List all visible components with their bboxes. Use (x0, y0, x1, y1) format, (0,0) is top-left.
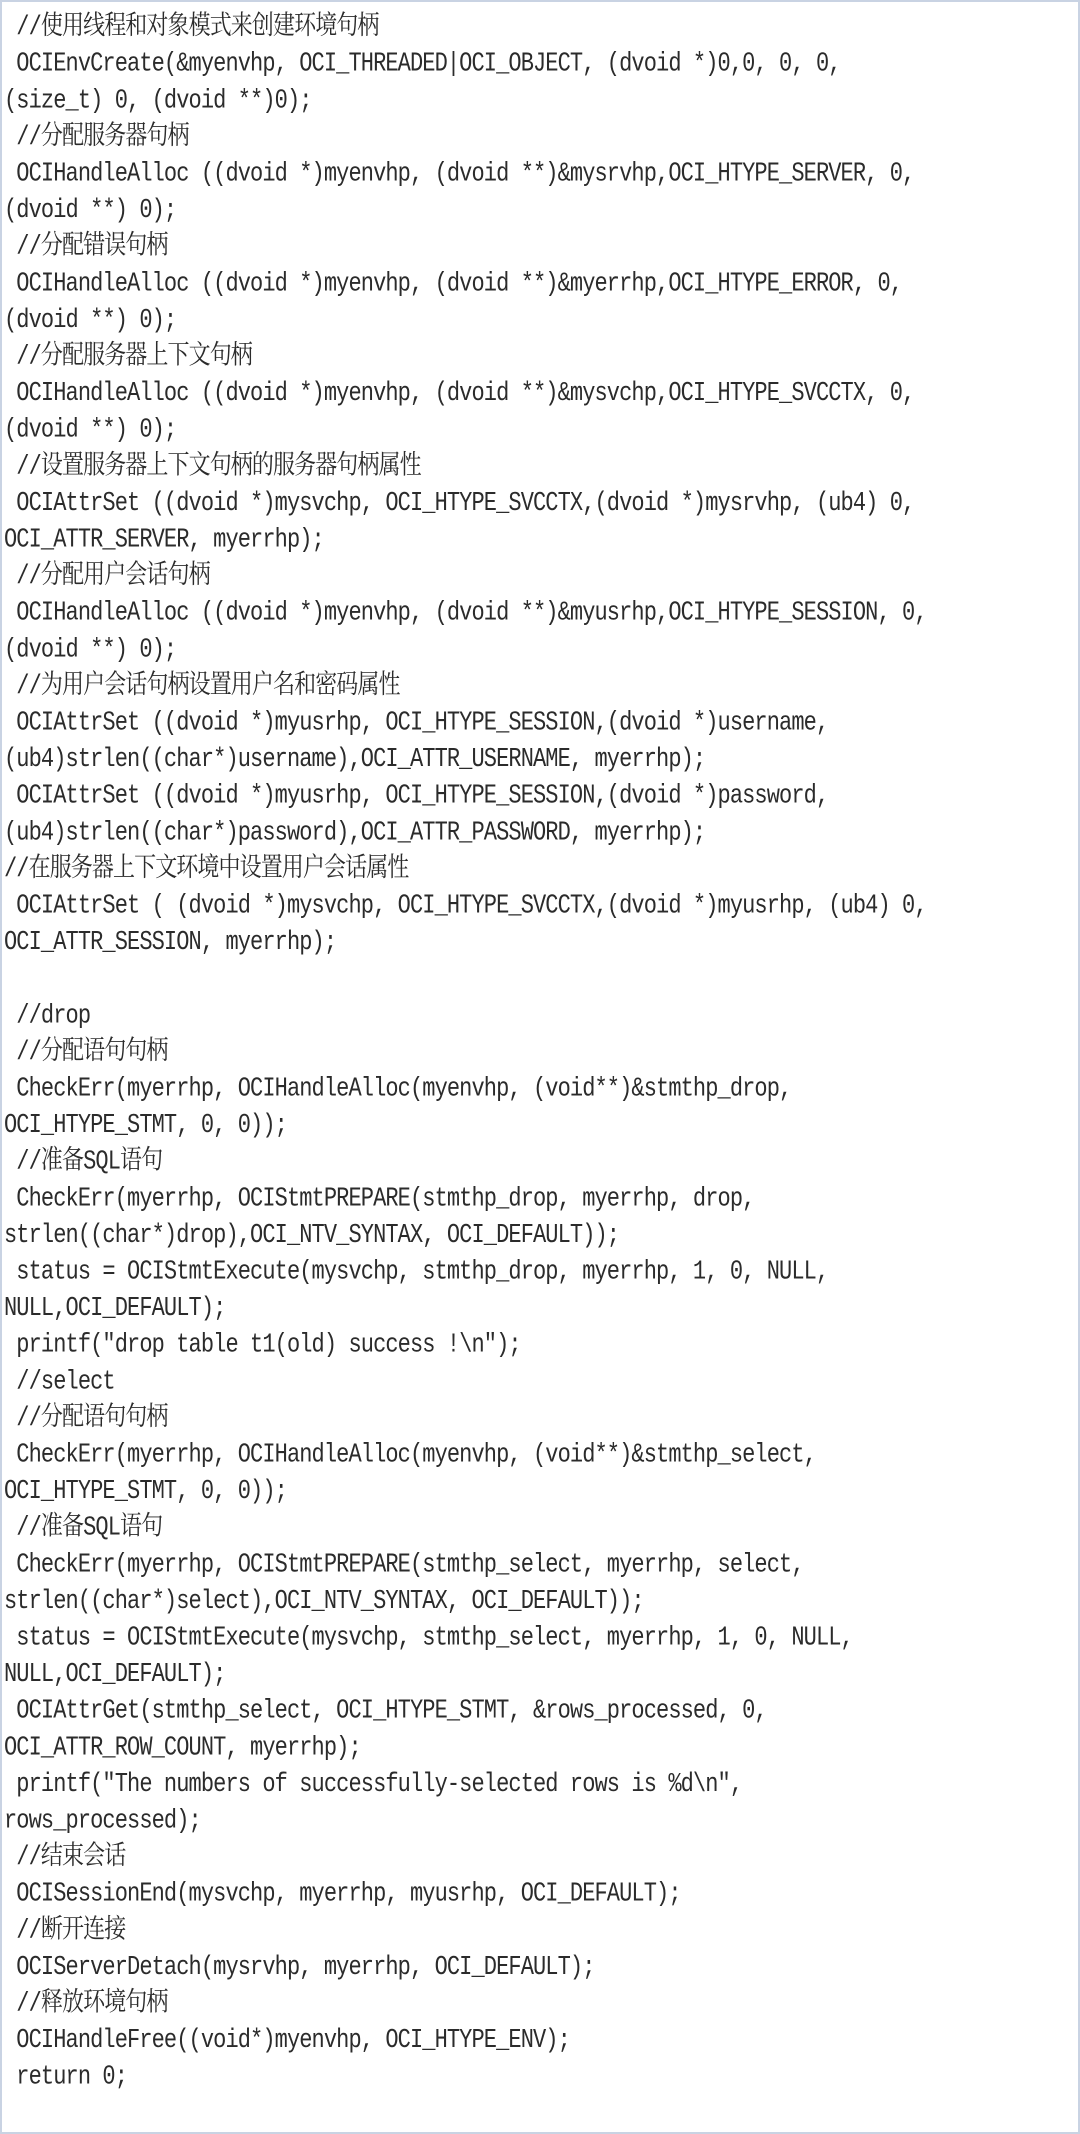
code-line: (dvoid **) 0); (4, 414, 177, 446)
code-line: (ub4)strlen((char*)password),OCI_ATTR_PASSWORD, myerrhp); (4, 817, 706, 848)
code-line: rows_processed); (4, 1805, 201, 1836)
code-line: //select (4, 1366, 115, 1397)
code-line: //为用户会话句柄设置用户名和密码属性 (4, 670, 400, 702)
code-line: strlen((char*)select),OCI_NTV_SYNTAX, OCI_DEFAULT)); (4, 1585, 644, 1617)
code-line: OCI_ATTR_SERVER, myerrhp); (4, 524, 324, 555)
code-line: OCIHandleAlloc ((dvoid *)myenvhp, (dvoid **)&myusrhp,OCI_HTYPE_SESSION, 0, (4, 597, 927, 629)
code-line: //使用线程和对象模式来创建环境句柄 (4, 12, 379, 43)
code-line: CheckErr(myerrhp, OCIStmtPREPARE(stmthp_select, myerrhp, select, (4, 1549, 804, 1580)
code-line: printf("The numbers of successfully-selected rows is %d\n", (4, 1768, 743, 1800)
code-line: //释放环境句柄 (4, 1988, 168, 2019)
code-line: //分配服务器句柄 (4, 121, 189, 153)
code-line: //断开连接 (4, 1915, 126, 1946)
code-line: //分配错误句柄 (4, 231, 168, 263)
code-line: OCI_ATTR_ROW_COUNT, myerrhp); (4, 1732, 361, 1763)
code-line: OCI_HTYPE_STMT, 0, 0)); (4, 1476, 287, 1507)
code-line: return 0; (4, 2061, 128, 2093)
code-line: OCISessionEnd(mysvchp, myerrhp, myusrhp, OCI_DEFAULT); (4, 1878, 681, 1910)
code-line: //分配用户会话句柄 (4, 561, 210, 592)
code-line: CheckErr(myerrhp, OCIStmtPREPARE(stmthp_drop, myerrhp, drop, (4, 1183, 755, 1214)
code-line: //设置服务器上下文句柄的服务器句柄属性 (4, 451, 421, 482)
code-line: //分配语句句柄 (4, 1402, 168, 1434)
code-line: NULL,OCI_DEFAULT); (4, 1293, 226, 1324)
code-line: CheckErr(myerrhp, OCIHandleAlloc(myenvhp, (void**)&stmthp_select, (4, 1439, 816, 1470)
code-line: (size_t) 0, (dvoid **)0); (4, 85, 312, 116)
code-line: OCIAttrSet ((dvoid *)mysvchp, OCI_HTYPE_SVCCTX,(dvoid *)mysrvhp, (ub4) 0, (4, 487, 915, 519)
code-line: status = OCIStmtExecute(mysvchp, stmthp_select, myerrhp, 1, 0, NULL, (4, 1622, 853, 1653)
code-line: OCI_HTYPE_STMT, 0, 0)); (4, 1110, 287, 1141)
code-line: NULL,OCI_DEFAULT); (4, 1659, 226, 1690)
code-line: //分配服务器上下文句柄 (4, 341, 252, 372)
code-line: OCI_ATTR_SESSION, myerrhp); (4, 927, 337, 958)
code-line: OCIHandleAlloc ((dvoid *)myenvhp, (dvoid **)&mysvchp,OCI_HTYPE_SVCCTX, 0, (4, 378, 915, 409)
code-line: OCIHandleAlloc ((dvoid *)myenvhp, (dvoid **)&mysrvhp,OCI_HTYPE_SERVER, 0, (4, 158, 915, 189)
code-line: OCIAttrGet(stmthp_select, OCI_HTYPE_STMT, &rows_processed, 0, (4, 1695, 767, 1727)
code-line: OCIEnvCreate(&myenvhp, OCI_THREADED|OCI_OBJECT, (dvoid *)0,0, 0, 0, (4, 48, 841, 80)
code-line: OCIAttrSet ( (dvoid *)mysvchp, OCI_HTYPE_SVCCTX,(dvoid *)myusrhp, (ub4) 0, (4, 890, 927, 921)
code-line: //分配语句句柄 (4, 1036, 168, 1068)
code-line: (ub4)strlen((char*)username),OCI_ATTR_USERNAME, myerrhp); (4, 744, 706, 775)
code-line: OCIHandleFree((void*)myenvhp, OCI_HTYPE_ENV); (4, 2025, 570, 2056)
code-block (4, 6, 1072, 2092)
code-line: //在服务器上下文环境中设置用户会话属性 (4, 853, 409, 885)
code-line: OCIServerDetach(mysrvhp, myerrhp, OCI_DEFAULT); (4, 1951, 595, 1983)
code-line: status = OCIStmtExecute(mysvchp, stmthp_drop, myerrhp, 1, 0, NULL, (4, 1256, 829, 1287)
code-line: OCIAttrSet ((dvoid *)myusrhp, OCI_HTYPE_SESSION,(dvoid *)username, (4, 707, 829, 738)
code-line: OCIHandleAlloc ((dvoid *)myenvhp, (dvoid **)&myerrhp,OCI_HTYPE_ERROR, 0, (4, 268, 903, 299)
code-line: (dvoid **) 0); (4, 195, 177, 226)
code-line: //drop (4, 1000, 91, 1031)
code-line: (dvoid **) 0); (4, 634, 177, 665)
code-line: //准备SQL语句 (4, 1146, 163, 1178)
code-line: //结束会话 (4, 1842, 126, 1873)
code-line: OCIAttrSet ((dvoid *)myusrhp, OCI_HTYPE_SESSION,(dvoid *)password, (4, 780, 829, 812)
code-line: strlen((char*)drop),OCI_NTV_SYNTAX, OCI_DEFAULT)); (4, 1219, 620, 1251)
code-line: CheckErr(myerrhp, OCIHandleAlloc(myenvhp, (void**)&stmthp_drop, (4, 1073, 792, 1104)
code-line (4, 958, 1072, 995)
code-line: printf("drop table t1(old) success !\n"); (4, 1329, 521, 1361)
code-line: (dvoid **) 0); (4, 304, 177, 336)
code-line: //准备SQL语句 (4, 1512, 163, 1544)
